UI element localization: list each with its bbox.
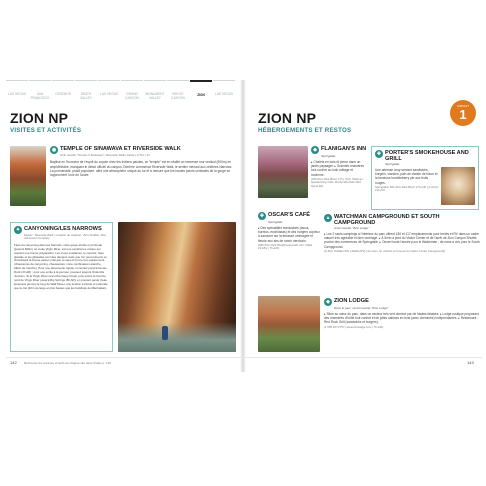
bed-icon: ◆ xyxy=(324,298,332,306)
tent-icon: ▲ xyxy=(325,215,331,221)
watchman-title: WATCHMAN CAMPGROUND ET SOUTH CAMPGROUND xyxy=(334,214,440,226)
porters-meta: Springdale: 801 Zion Park Blvd | 17h-24h | (Lunch): 11h-21h xyxy=(375,184,439,193)
oscars-meta: (948 Zion Park Blvd)(oscarscafe.com | Mais 19:18s) | 7h-22h) xyxy=(258,242,313,251)
porters-tag: Springdale xyxy=(385,162,400,166)
zion-lodge-photo xyxy=(258,296,320,352)
nav-item-active: ZION xyxy=(190,80,212,98)
bed-icon: ◆ xyxy=(311,146,319,154)
oscars-tag: Springdale xyxy=(268,220,283,224)
porters-title: PORTER'S SMOKEHOUSE AND GRILL xyxy=(385,150,469,162)
lodge-section xyxy=(324,298,480,329)
lodge-tag: Dans le parc | Arrêt navette "Zion Lodge" xyxy=(334,306,389,310)
left-page-title: ZION NP xyxy=(10,110,69,126)
nav-item: BRYCE CANYON xyxy=(167,80,189,100)
nav-item: DEATH VALLEY xyxy=(75,80,97,100)
flanigans-tag: Springdale xyxy=(321,154,336,158)
sinawava-meta: Arrêt navette "Temple of Sinawava" | Riverside Walk | Facile | 3,7km | 1h xyxy=(60,153,150,157)
canyon-photo xyxy=(10,146,46,206)
porters-body: Une adresse cosy servant sandwichs, burgers, viandes, pain de viande de bison et la fameuse bumbleberry pie aux fruits rouges. xyxy=(375,168,438,185)
circuit-badge xyxy=(450,100,476,126)
lodge-meta: (1 888 297 2757 | www.zionlodge.com | 7h-24h) xyxy=(324,324,384,329)
river-water xyxy=(118,322,236,352)
canyoning-body: Faire du canyoning dans les Narrows, cette gorge étroite et profonde (jusqu'à 600m) où coule Virgin River, est une expérience unique qui requiert une bonne préparation. Les crues soudaines, le courant, l'eau glaciale et les glissades sont des dangers réels que l'on peut prévenir en choisissant la bonne saison (mai-juin et sept-oct) et le bon équipement (chaussures de canyoning, chaussettes, voire combinaison étanche, bâton de marche). Pour une découverte rapide, remontez jusqu'à House Rock (2h AR) ; pour une sortie à la journée, poussez jusqu'à Orderville Junction. Si la Virgin River rencontre Deep Creek, puis suivre la fourche nord de Virgin River jusqu'à Big Springs (8h AR), en prenant garde (l'eau jusqu'aux genoux le long de Wall Street, une section à étroite et profonde que le ciel (40m de large et plus hautes que les buildings de Manhattan). xyxy=(14,242,108,290)
page-number-left: 142 xyxy=(10,360,17,365)
canyoning-title: CANYONING/LES NARROWS xyxy=(24,226,102,232)
narrows-photo xyxy=(118,222,236,352)
oscars-section xyxy=(258,212,320,251)
fork-icon: ✚ xyxy=(376,151,382,157)
right-page-subtitle: HÉBERGEMENTS ET RESTOS xyxy=(258,127,352,134)
flanigans-section xyxy=(311,146,367,188)
lodge-title: ZION LODGE xyxy=(334,298,369,304)
flanigans-photo xyxy=(258,146,308,198)
nav-item: MONUMENT VALLEY xyxy=(144,80,166,100)
flanigans-meta: (450 Zion Park Blvd | 17h | 7)(3 | Table au Spotted Dog Café, Rocky Mountain Red Seval Dk) xyxy=(311,176,363,188)
footnote: Retrouvez les horaires et tarifs de chaque site dans l'index p. 216. xyxy=(24,360,112,365)
sinawava-title: TEMPLE OF SINAWAVA ET RIVERSIDE WALK xyxy=(60,146,181,152)
nav-item: LAS VEGAS xyxy=(213,80,235,97)
circuit-number: 1 xyxy=(459,107,467,122)
page-number-right: 143 xyxy=(467,360,474,365)
fork-icon: ✚ xyxy=(259,213,265,219)
hiker-icon: ✦ xyxy=(15,227,21,233)
gutter-shadow xyxy=(240,80,246,372)
canyoning-meta: Départ : Riverside Walk | Location de matériel : Zion Outfitter, Zion Adventure Company xyxy=(24,233,107,241)
canyoning-box xyxy=(10,222,113,352)
hiker-figure xyxy=(162,326,168,340)
nav-item: LAS VEGAS xyxy=(98,80,120,97)
right-page-title: ZION NP xyxy=(258,110,317,126)
porters-box xyxy=(371,146,479,210)
flanigans-title: FLANIGAN'S INN xyxy=(321,146,367,152)
nav-item: GRAND CANYON xyxy=(121,80,143,100)
oscars-title: OSCAR'S CAFÉ xyxy=(268,212,311,218)
burger-photo xyxy=(441,167,475,205)
nav-item: LAS VEGAS xyxy=(6,80,28,97)
nav-item: YOSEMITE xyxy=(52,80,74,97)
left-page-subtitle: VISITES ET ACTIVITÉS xyxy=(10,127,82,134)
oscars-body: ▸ Des spécialités mexicaines (tacos, burritos, enchiladas) et des burgers copieux à savourer sur la terrasse ombragée et fleurie aux airs de ranch mexicain. xyxy=(258,226,320,243)
watchman-tag: Arrêt navette "Zion Lodge" xyxy=(334,226,370,230)
nav-item: SAN FRANCISCO xyxy=(29,80,51,100)
lodge-body: ▸ Situé au cœur du parc, dans un secteur très vert dominé par de hautes falaises. ▸ Lodge rustique proposant des chambres d'hôtel tout confort et de jolies cabines en bois (avec cheminée) indépendantes. ▸ Restaurant : Red Rock Grill (sandwichs et burgers). xyxy=(324,312,479,325)
sinawava-section xyxy=(50,146,236,177)
circuit-label: CIRCUIT xyxy=(456,104,470,108)
watchman-section xyxy=(324,214,480,253)
sinawava-body: Baptisé en l'honneur de l'esprit du coyote chez les Indiens paiutes, ce "temple" est en réalité un immense mur vertical (900m) en amphithéâtre, marquant le début officiel du canyon. Derrière commence Riverside Walk, le sentier menant aux célèbres Narrows. La promenade, plutôt populaire, offre une atmosphère unique au fur et à mesure que les hautes parois verticales de la gorge se rapprochent l'une de l'autre. xyxy=(50,160,233,178)
watchman-meta: (À Zion Outfitter 801 | Rattle (RV) | de mars, fin octobre à l'inverse du Visitor Center Campground) xyxy=(324,248,445,253)
footer-divider xyxy=(6,357,482,358)
chapter-nav xyxy=(6,80,236,100)
watchman-body: ▸ Les 2 seuls campings à l'intérieur du parc offrent 180 et 117 emplacements pour tentes et RV dans un cadre naturel très agréable et bien ombragé. ▸ À 5min à pied du Visitor Center et de l'arrêt de Zion Canyon Shuttle, proche des commerces de Springdale. ▸ Ouvert toute l'année pour le Watchman ; de mars à nov pour le South Campground. xyxy=(324,232,480,249)
flanigans-body: ▸ Chalets en bois et pierre dans un jardin paysager. ▸ Grandes chambres tout confort au look cottage et moderne. xyxy=(311,160,364,177)
camera-icon: ◉ xyxy=(51,147,57,153)
